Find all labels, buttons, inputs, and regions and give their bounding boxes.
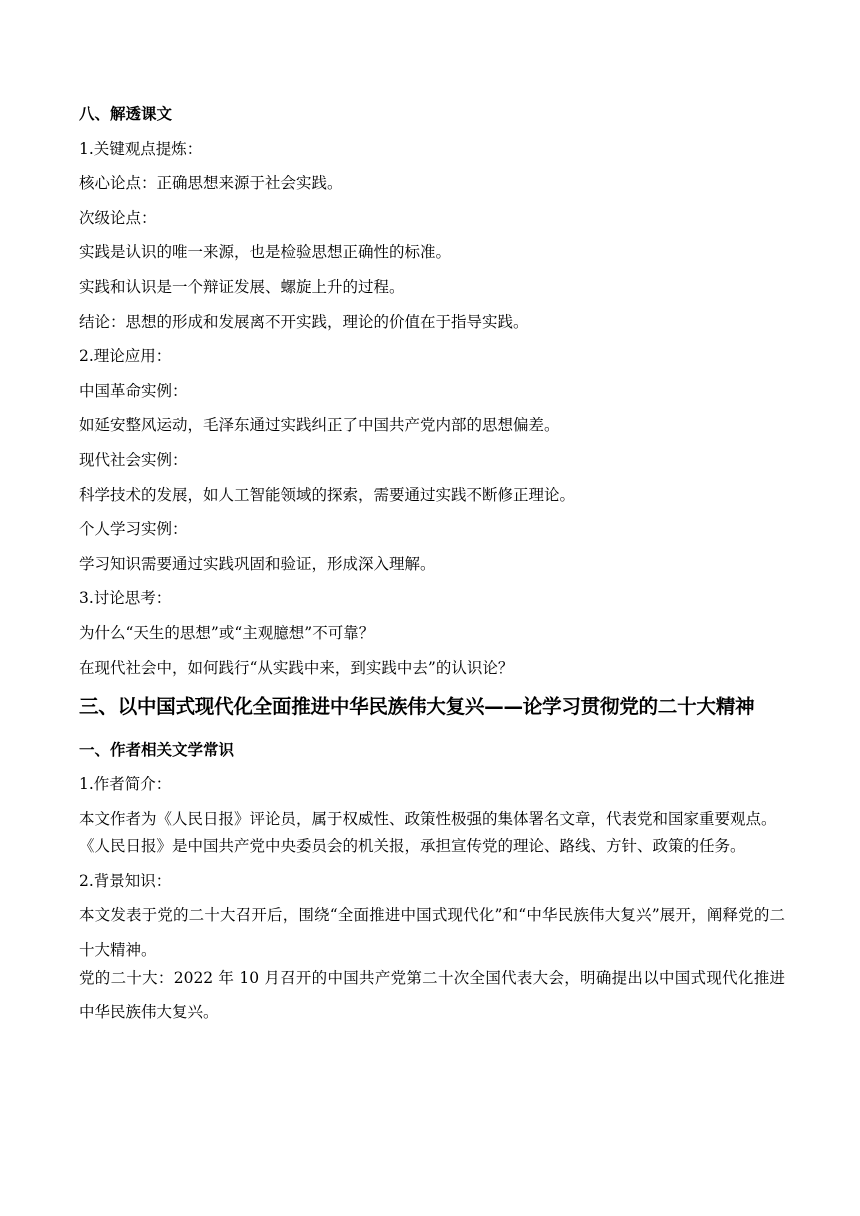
text-line: 学习知识需要通过实践巩固和验证，形成深入理解。 [79, 554, 436, 573]
text-line: 如延安整风运动，毛泽东通过实践纠正了中国共产党内部的思想偏差。 [79, 416, 560, 435]
item-label: 2.背景知识： [79, 871, 172, 890]
section-heading-1: 一、作者相关文学常识 [79, 740, 235, 759]
text-line: 核心论点：正确思想来源于社会实践。 [79, 174, 343, 193]
text-line: 3.讨论思考： [79, 589, 172, 608]
text-line: 在现代社会中，如何践行“从实践中来，到实践中去”的认识论？ [79, 658, 514, 677]
text-line: 为什么“天生的思想”或“主观臆想”不可靠？ [79, 623, 375, 642]
text-line: 现代社会实例： [79, 450, 188, 469]
paragraph: 本文发表于党的二十大召开后，围绕“全面推进中国式现代化”和“中华民族伟大复兴”展开，阐释党的二十大精神。 [79, 906, 785, 960]
spacer [79, 864, 785, 871]
paragraph: 党的二十大：2022 年 10 月召开的中国共产党第二十次全国代表大会，明确提出以中国式现代化推进中华民族伟大复兴。 [79, 968, 785, 1022]
text-line: 个人学习实例： [79, 520, 188, 539]
chapter-title: 三、以中国式现代化全面推进中华民族伟大复兴——论学习贯彻党的二十大精神 [79, 694, 755, 718]
section-heading-8: 八、解透课文 [79, 105, 173, 123]
document-page [79, 104, 785, 1030]
text-line: 实践是认识的唯一来源，也是检验思想正确性的标准。 [79, 243, 452, 262]
item-label: 1.作者简介： [79, 775, 172, 794]
text-line: 1.关键观点提炼： [79, 139, 203, 158]
text-line: 中国革命实例： [79, 381, 188, 400]
text-line: 结论：思想的形成和发展离不开实践，理论的价值在于指导实践。 [79, 312, 529, 331]
text-line: 次级论点： [79, 208, 157, 227]
text-line: 2.理论应用： [79, 347, 172, 366]
text-line: 科学技术的发展，如人工智能领域的探索，需要通过实践不断修正理论。 [79, 485, 576, 504]
text-line: 实践和认识是一个辩证发展、螺旋上升的过程。 [79, 277, 405, 296]
paragraph: 《人民日报》是中国共产党中央委员会的机关报，承担宣传党的理论、路线、方针、政策的任务。 [79, 837, 746, 856]
paragraph: 本文作者为《人民日报》评论员，属于权威性、政策性极强的集体署名文章，代表党和国家重要观点。 [79, 809, 777, 828]
